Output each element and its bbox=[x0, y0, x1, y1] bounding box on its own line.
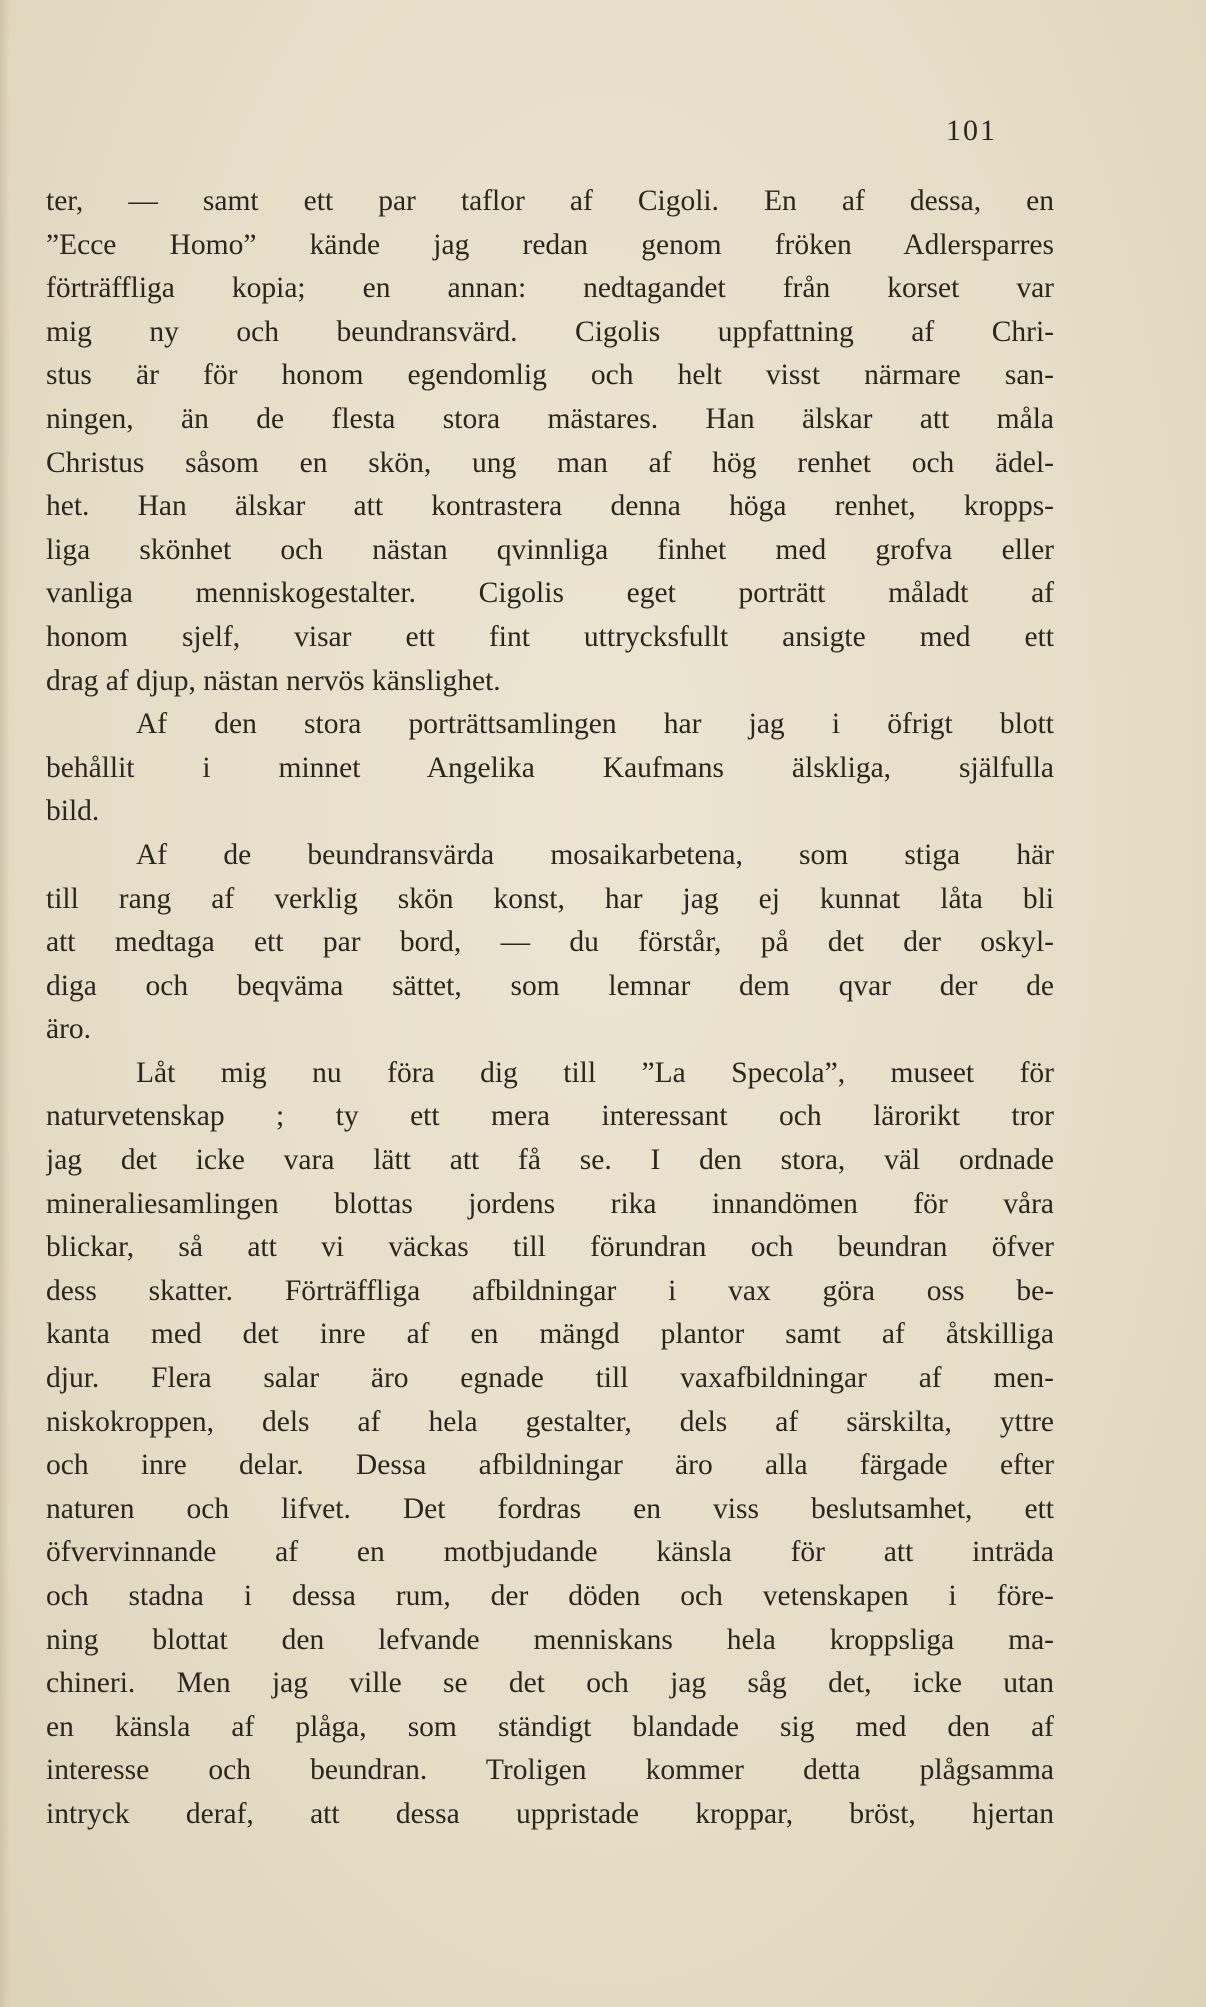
text-line: att medtaga ett par bord, — du förstår, på det der oskyl- bbox=[46, 926, 1054, 959]
text-line: liga skönhet och nästan qvinnliga finhet med grofva eller bbox=[46, 533, 1054, 566]
text-line: naturvetenskap ; ty ett mera interessant och lärorikt tror bbox=[46, 1100, 1054, 1133]
text-line: en känsla af plåga, som ständigt blandade sig med den af bbox=[46, 1710, 1054, 1743]
text-line: niskokroppen, dels af hela gestalter, dels af särskilta, yttre bbox=[46, 1405, 1054, 1438]
text-line: ningen, än de flesta stora mästares. Han älskar att måla bbox=[46, 402, 1054, 435]
text-line: ”Ecce Homo” kände jag redan genom fröken Adlersparres bbox=[46, 228, 1054, 261]
text-line: kanta med det inre af en mängd plantor samt af åtskilliga bbox=[46, 1318, 1054, 1351]
text-line: Christus såsom en skön, ung man af hög renhet och ädel- bbox=[46, 446, 1054, 479]
text-line: och stadna i dessa rum, der döden och vetenskapen i före- bbox=[46, 1580, 1054, 1612]
page-edge-shadow bbox=[0, 0, 10, 2007]
text-line: förträffliga kopia; en annan: nedtagandet från korset var bbox=[46, 272, 1054, 305]
text-line: ter, — samt ett par taflor af Cigoli. En af dessa, en bbox=[46, 185, 1054, 217]
text-line: dess skatter. Förträffliga afbildningar i vax göra oss be- bbox=[46, 1274, 1054, 1307]
text-line: diga och beqväma sättet, som lemnar dem qvar der de bbox=[46, 969, 1054, 1002]
text-line: bild. bbox=[46, 795, 100, 828]
text-line: interesse och beundran. Troligen kommer detta plågsamma bbox=[46, 1754, 1054, 1787]
text-line: till rang af verklig skön konst, har jag ej kunnat låta bli bbox=[46, 882, 1054, 915]
text-line: ning blottat den lefvande menniskans hela kroppsliga ma- bbox=[46, 1623, 1054, 1656]
body-text bbox=[46, 180, 1054, 1837]
page-number: 101 bbox=[946, 114, 997, 147]
text-line: mig ny och beundransvärd. Cigolis uppfattning af Chri- bbox=[46, 315, 1054, 348]
text-line: Låt mig nu föra dig till ”La Specola”, museet för bbox=[136, 1056, 1054, 1089]
text-line: het. Han älskar att kontrastera denna höga renhet, kropps- bbox=[46, 490, 1054, 523]
text-line: och inre delar. Dessa afbildningar äro alla färgade efter bbox=[46, 1449, 1054, 1482]
text-line: äro. bbox=[46, 1013, 92, 1046]
text-line: honom sjelf, visar ett fint uttrycksfullt ansigte med ett bbox=[46, 620, 1054, 653]
text-line: jag det icke vara lätt att få se. I den stora, väl ordnade bbox=[46, 1144, 1054, 1177]
text-line: djur. Flera salar äro egnade till vaxafbildningar af men- bbox=[46, 1362, 1054, 1395]
text-line: blickar, så att vi väckas till förundran och beundran öfver bbox=[46, 1231, 1054, 1264]
text-line: Af de beundransvärda mosaikarbetena, som stiga här bbox=[136, 838, 1054, 871]
text-line: vanliga menniskogestalter. Cigolis eget porträtt måladt af bbox=[46, 577, 1054, 610]
text-line: Af den stora porträttsamlingen har jag i öfrigt blott bbox=[136, 708, 1054, 741]
text-line: intryck deraf, att dessa uppristade kroppar, bröst, hjertan bbox=[46, 1797, 1054, 1830]
text-line: drag af djup, nästan nervös känslighet. bbox=[46, 664, 501, 697]
text-line: mineraliesamlingen blottas jordens rika innandömen för våra bbox=[46, 1187, 1054, 1220]
text-line: stus är för honom egendomlig och helt visst närmare san- bbox=[46, 359, 1054, 392]
text-line: öfvervinnande af en motbjudande känsla för att inträda bbox=[46, 1536, 1054, 1569]
text-line: chineri. Men jag ville se det och jag såg det, icke utan bbox=[46, 1667, 1054, 1700]
text-line: naturen och lifvet. Det fordras en viss beslutsamhet, ett bbox=[46, 1492, 1054, 1525]
text-line: behållit i minnet Angelika Kaufmans älskliga, själfulla bbox=[46, 751, 1054, 784]
